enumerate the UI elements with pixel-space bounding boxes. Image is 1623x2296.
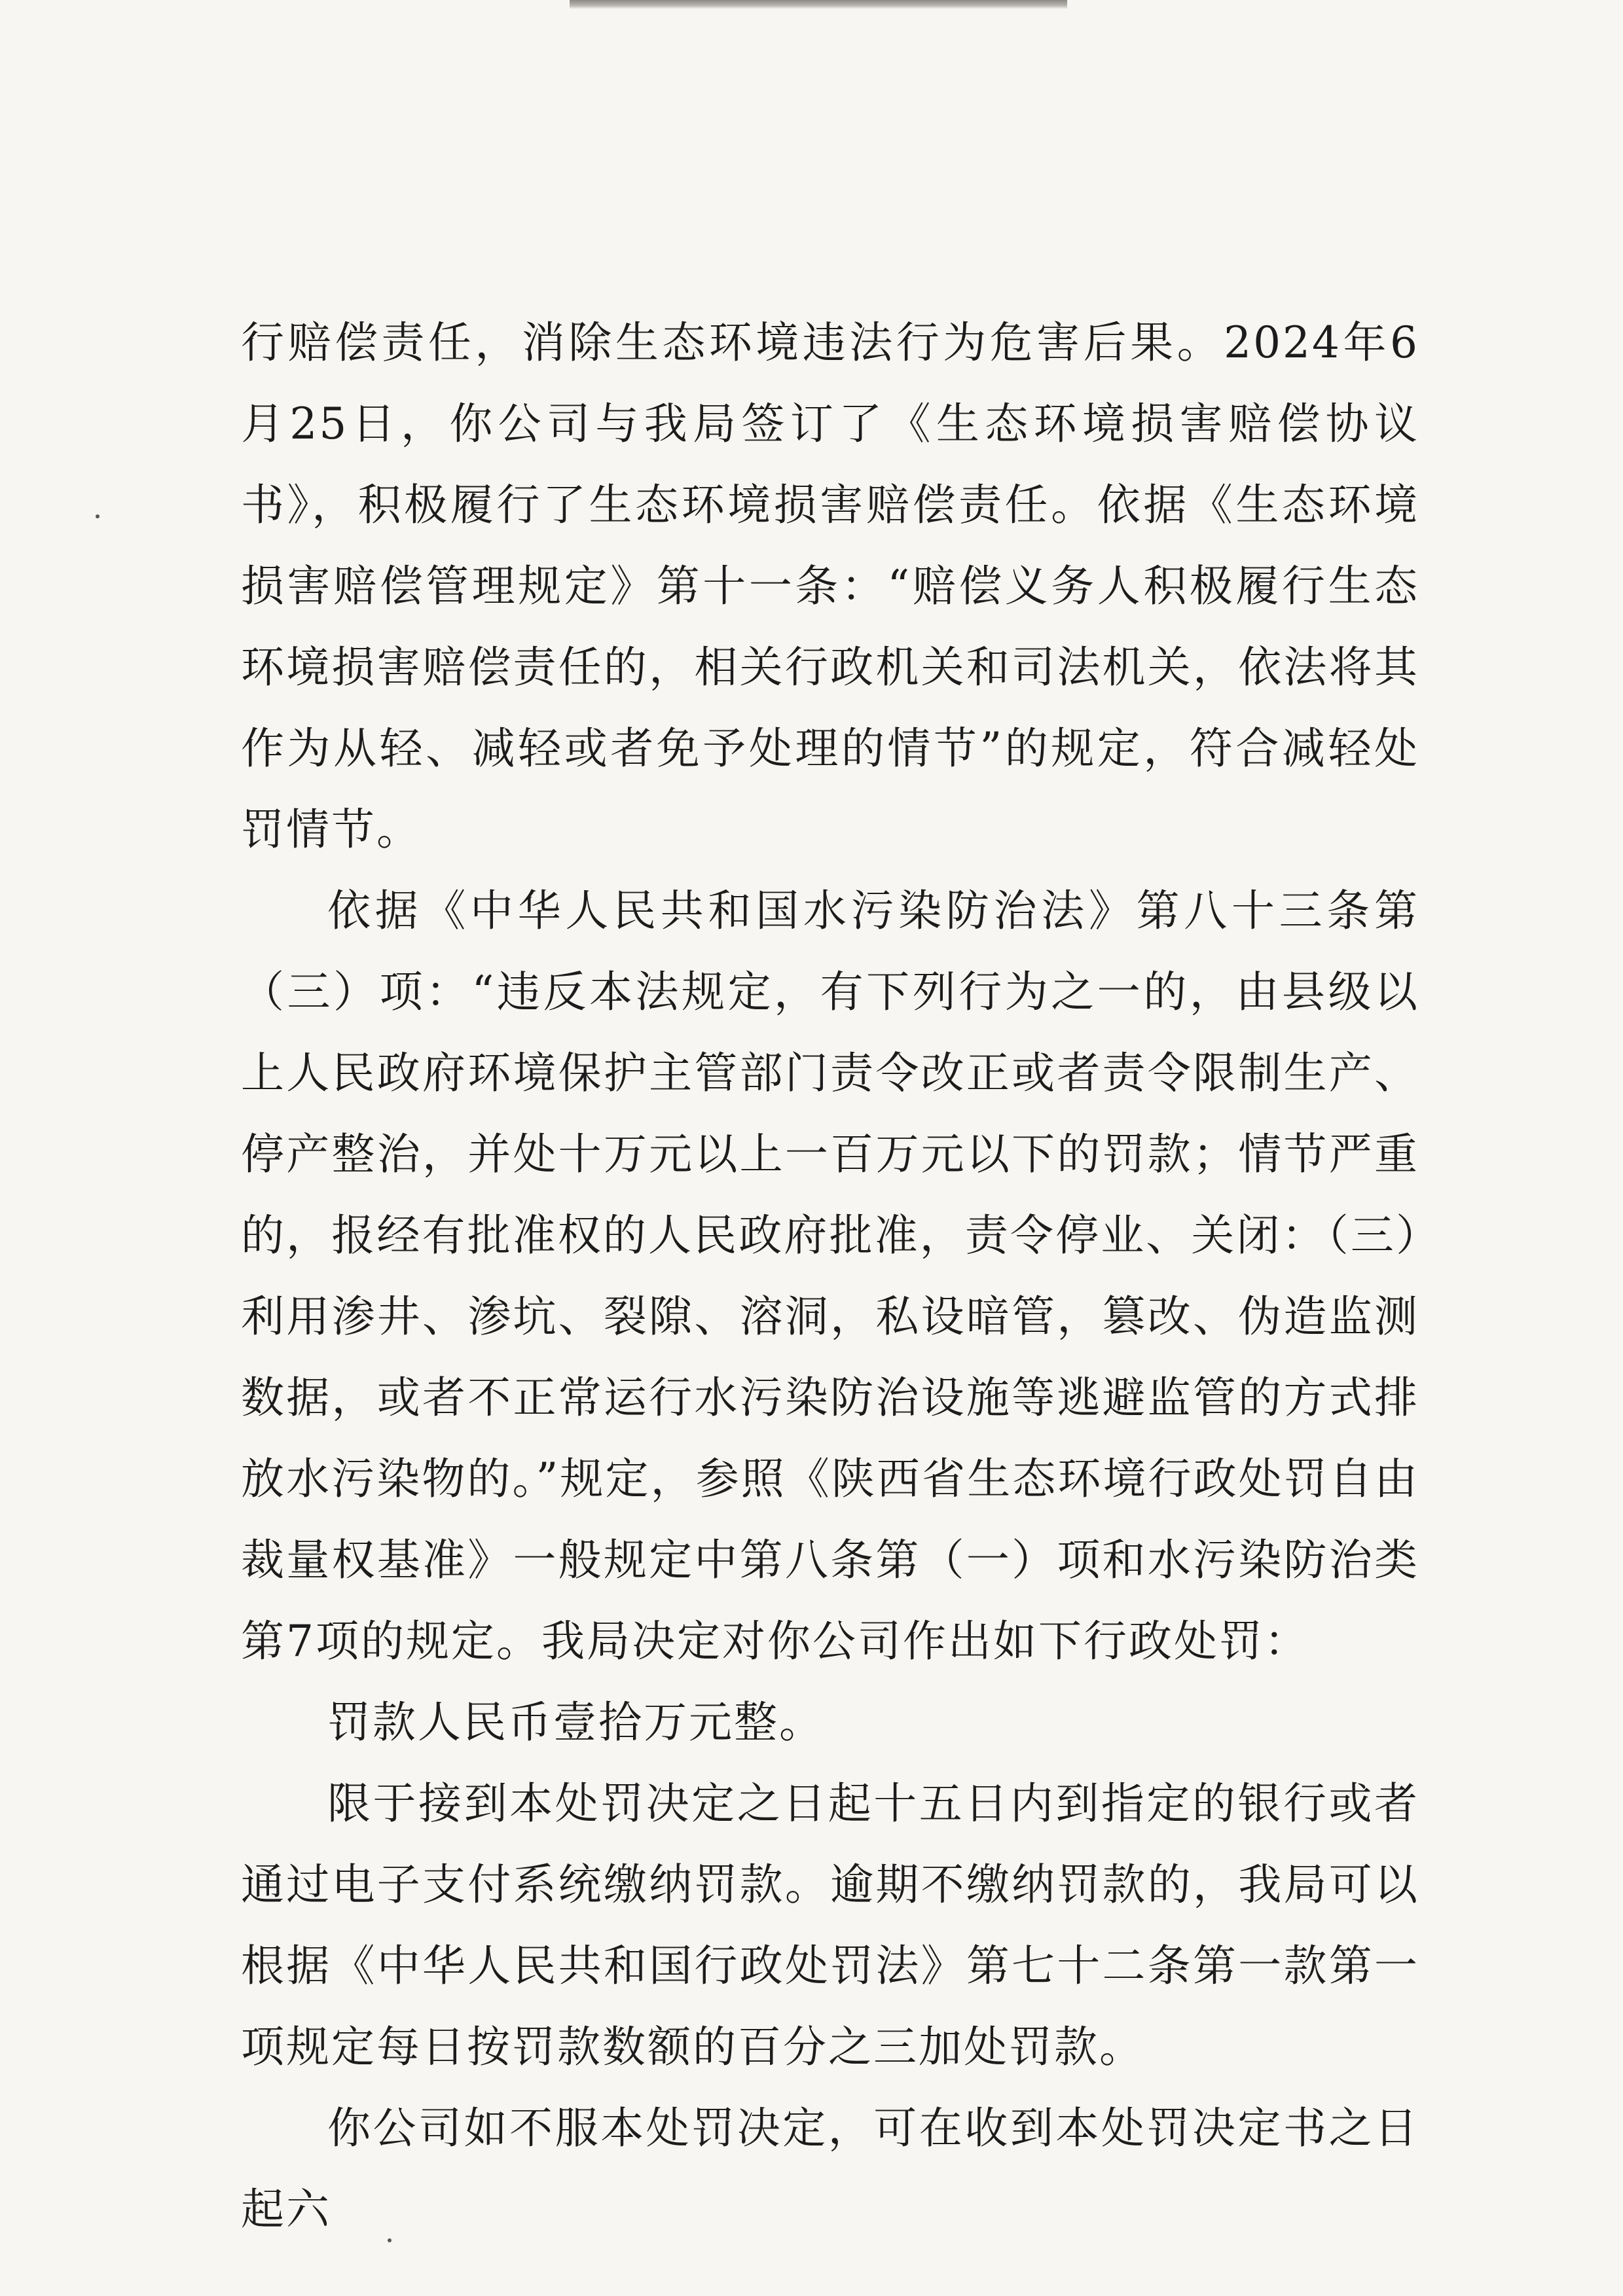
- paragraph-payment-deadline: 限于接到本处罚决定之日起十五日内到指定的银行或者通过电子支付系统缴纳罚款。逾期不缴纳罚款的，我局可以根据《中华人民共和国行政处罚法》第七十二条第一款第一项规定每日按罚款数额的百分之三加处罚款。: [241, 1778, 1419, 2072]
- paragraph-legal-basis: 依据《中华人民共和国水污染防治法》第八十三条第（三）项：“违反本法规定，有下列行为之一的，由县级以上人民政府环境保护主管部门责令改正或者责令限制生产、停产整治，并处十万元以上一百万元以下的罚款；情节严重的，报经有批准权的人民政府批准，责令停业、关闭：（三）利用渗井、渗坑、裂隙、溶洞，私设暗管，篡改、伪造监测数据，或者不正常运行水污染防治设施等逃避监管的方式排放水污染物的。”规定，参照《陕西省生态环境行政处罚自由裁量权基准》一般规定中第八条第（一）项和水污染防治类第7项的规定。我局决定对你公司作出如下行政处罚：: [241, 886, 1419, 1666]
- scan-speck: [96, 514, 100, 518]
- scan-edge-shadow: [570, 0, 1067, 9]
- document-body: [241, 302, 1419, 2250]
- paragraph-penalty-amount: 罚款人民币壹拾万元整。: [327, 1697, 824, 1748]
- paragraph-compensation-continued: 行赔偿责任，消除生态环境违法行为危害后果。2024年6月25日，你公司与我局签订了《生态环境损害赔偿协议书》，积极履行了生态环境损害赔偿责任。依据《生态环境损害赔偿管理规定》第十一条：“赔偿义务人积极履行生态环境损害赔偿责任的，相关行政机关和司法机关，依法将其作为从轻、减轻或者免予处理的情节”的规定，符合减轻处罚情节。: [241, 317, 1419, 855]
- paragraph-appeal-notice: 你公司如不服本处罚决定，可在收到本处罚决定书之日起六: [241, 2103, 1419, 2234]
